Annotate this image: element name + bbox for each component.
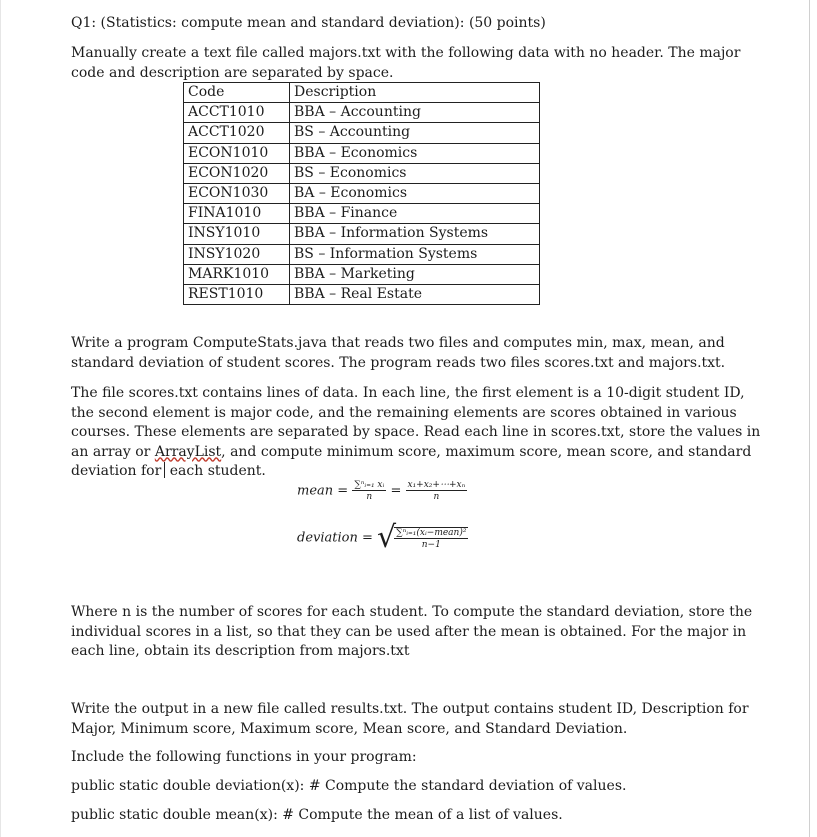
table-row	[184, 224, 540, 244]
mean-numerator: ∑ⁿᵢ₌₁ xᵢ	[354, 480, 385, 490]
major-code-cell: INSY1020	[184, 244, 290, 264]
table-row	[184, 204, 540, 224]
major-code-cell: MARK1010	[184, 264, 290, 284]
table-header-cell: Description	[290, 83, 540, 103]
sqrt-icon: √	[377, 520, 397, 555]
function-mean: public static double mean(x): # Compute the mean of a list of values.	[71, 807, 563, 823]
major-code-cell: ACCT1020	[184, 123, 290, 143]
text-cursor	[164, 462, 165, 478]
mean-label: mean =	[297, 483, 349, 499]
major-description-cell: BBA – Marketing	[290, 264, 540, 284]
major-code-cell: ACCT1010	[184, 103, 290, 123]
table-row	[184, 285, 540, 305]
spellcheck-word: ArrayList	[154, 443, 222, 460]
deviation-fraction	[394, 528, 468, 550]
major-description-cell: BBA – Information Systems	[290, 224, 540, 244]
scores-text-b: , and compute minimum score, maximum score, mean score, and standard deviation for	[71, 443, 752, 479]
deviation-label: deviation =	[297, 530, 373, 546]
mean-denominator-expanded: n	[433, 492, 440, 502]
include-paragraph: Include the following functions in your program:	[71, 749, 417, 765]
table-row	[184, 103, 540, 123]
mean-formula	[297, 480, 467, 502]
mean-numerator-expanded: x₁+x₂+⋯+xₙ	[407, 480, 466, 490]
mean-denominator: n	[366, 492, 373, 502]
table-row	[184, 184, 540, 204]
deviation-formula	[297, 520, 468, 555]
page-edge-left	[0, 0, 1, 837]
major-code-cell: ECON1020	[184, 163, 290, 183]
major-description-cell: BBA – Economics	[290, 143, 540, 163]
table-header-row	[184, 83, 540, 103]
table-row	[184, 143, 540, 163]
output-paragraph: Write the output in a new file called results.txt. The output contains student ID, Description for Major, Minimum score, Maximum score, Mean score, and Standard Deviation.	[71, 701, 749, 737]
page-edge-right	[809, 0, 810, 837]
major-description-cell: BS – Economics	[290, 163, 540, 183]
deviation-numerator: ∑ⁿᵢ₌₁(xᵢ−mean)²	[396, 527, 467, 538]
table-row	[184, 123, 540, 143]
major-description-cell: BBA – Accounting	[290, 103, 540, 123]
scores-paragraph	[71, 384, 761, 482]
major-code-cell: FINA1010	[184, 204, 290, 224]
major-description-cell: BBA – Finance	[290, 204, 540, 224]
equals-sign: =	[390, 483, 402, 499]
where-n-paragraph: Where n is the number of scores for each student. To compute the standard deviation, store the individual scores in a list, so that they can be used after the mean is obtained. For the major in each line, obtain its description from majors.txt	[71, 604, 753, 659]
mean-fraction-expanded	[406, 480, 468, 502]
major-description-cell: BS – Accounting	[290, 123, 540, 143]
table-header-cell: Code	[184, 83, 290, 103]
deviation-denominator: n−1	[421, 539, 441, 550]
table-row	[184, 244, 540, 264]
major-description-cell: BA – Economics	[290, 184, 540, 204]
major-description-cell: BBA – Real Estate	[290, 285, 540, 305]
mean-fraction	[352, 480, 386, 502]
intro-paragraph: Manually create a text file called majors.txt with the following data with no header. The major code and description are separated by space.	[71, 45, 741, 81]
table-row	[184, 163, 540, 183]
scores-text-a: The file scores.txt contains lines of data. In each line, the first element is a 10-digit student ID, the second element is major code, and the remaining elements are scores obtained in various courses. These elements are separated by space. Read each line in scores.txt, store the values in an array or	[71, 385, 761, 460]
program-paragraph: Write a program ComputeStats.java that reads two files and computes min, max, mean, and standard deviation of student scores. The program reads two files scores.txt and majors.txt.	[71, 335, 726, 371]
sqrt-expression	[377, 520, 468, 555]
major-code-cell: REST1010	[184, 285, 290, 305]
major-code-cell: INSY1010	[184, 224, 290, 244]
table-row	[184, 264, 540, 284]
function-deviation: public static double deviation(x): # Compute the standard deviation of values.	[71, 778, 627, 794]
majors-table	[183, 82, 540, 305]
major-code-cell: ECON1030	[184, 184, 290, 204]
question-title: Q1: (Statistics: compute mean and standard deviation): (50 points)	[71, 15, 546, 31]
major-description-cell: BS – Information Systems	[290, 244, 540, 264]
scores-text-c: each student.	[169, 463, 266, 479]
major-code-cell: ECON1010	[184, 143, 290, 163]
